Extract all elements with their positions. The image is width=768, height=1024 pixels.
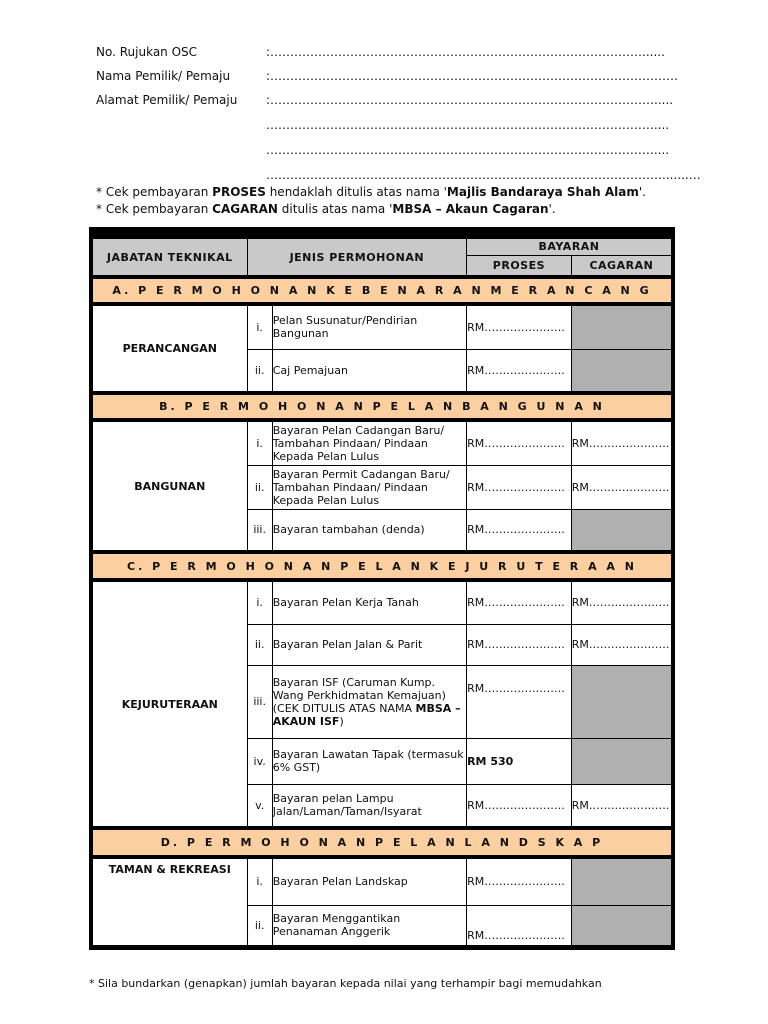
isf-description: Bayaran ISF (Caruman Kump. Wang Perkhidmatan Kemajuan) bbox=[272, 675, 446, 702]
section-b-title: B. P E R M O H O N A N P E L A N B A N G U N A N bbox=[91, 393, 673, 420]
footnote: * Sila bundarkan (genapkan) jumlah bayaran kepada nilai yang terhampir bagi memudahkan bbox=[89, 977, 602, 990]
col-payment-header: BAYARAN bbox=[467, 233, 673, 255]
row-number: ii. bbox=[247, 905, 272, 947]
owner-address-label: Alamat Pemilik/ Pemaju bbox=[96, 93, 238, 107]
row-number: i. bbox=[247, 420, 272, 465]
note-proses-mid: hendaklah ditulis atas nama ' bbox=[265, 185, 447, 199]
dept-bangunan: BANGUNAN bbox=[91, 420, 247, 552]
payment-table bbox=[89, 227, 675, 950]
amount-cagaran-field[interactable]: RM…………………. bbox=[571, 465, 673, 509]
amount-proses-field[interactable]: RM…………………. bbox=[467, 509, 572, 552]
row-description: Bayaran Permit Cadangan Baru/ Tambahan Pindaan/ Pindaan Kepada Pelan Lulus bbox=[272, 465, 466, 509]
note-cagaran-end: '. bbox=[548, 202, 556, 216]
row-number: i. bbox=[247, 857, 272, 905]
osc-reference-label: No. Rujukan OSC bbox=[96, 45, 198, 59]
amount-proses-field[interactable]: RM…………………. bbox=[467, 304, 572, 349]
amount-proses-field[interactable]: RM…………………. bbox=[467, 665, 572, 738]
table-row bbox=[91, 304, 673, 349]
amount-cagaran-disabled bbox=[571, 857, 673, 905]
section-c-heading bbox=[91, 552, 673, 580]
owner-address-line-1: :……………………………………………………………………………………..... bbox=[266, 93, 674, 107]
row-description: Bayaran Pelan Landskap bbox=[272, 857, 466, 905]
isf-close: ) bbox=[339, 714, 344, 728]
section-b-heading bbox=[91, 393, 673, 420]
amount-proses-field[interactable]: RM…………………. bbox=[467, 420, 572, 465]
table-row bbox=[91, 420, 673, 465]
note-proses-end: '. bbox=[638, 185, 646, 199]
note-proses-prefix: * Cek pembayaran bbox=[96, 185, 213, 199]
row-number: iv. bbox=[247, 738, 272, 784]
owner-address-line-2: ……………………………………………………………………….…………….... bbox=[266, 118, 670, 132]
row-description: Caj Pemajuan bbox=[272, 349, 466, 393]
section-d-title: D. P E R M O H O N A N P E L A N L A N D S K A P bbox=[91, 828, 673, 857]
note-proses-cheque bbox=[96, 185, 646, 199]
section-a-title: A. P E R M O H O N A N K E B E N A R A N M E R A N C A N G bbox=[91, 277, 673, 304]
amount-cagaran-field[interactable]: RM…………………. bbox=[571, 420, 673, 465]
amount-cagaran-field[interactable]: RM…………………. bbox=[571, 784, 673, 828]
row-description: Bayaran pelan Lampu Jalan/Laman/Taman/Isyarat bbox=[272, 784, 466, 828]
row-description bbox=[272, 665, 466, 738]
row-number: i. bbox=[247, 304, 272, 349]
note-proses-bold: PROSES bbox=[212, 185, 266, 199]
section-c-title: C. P E R M O H O N A N P E L A N K E J U R U T E R A A N bbox=[91, 552, 673, 580]
table-header-row bbox=[91, 233, 673, 255]
isf-cheque-note: (CEK DITULIS ATAS NAMA bbox=[272, 701, 416, 715]
row-number: iii. bbox=[247, 665, 272, 738]
amount-proses-field[interactable]: RM…………………. bbox=[467, 349, 572, 393]
row-number: ii. bbox=[247, 349, 272, 393]
owner-address-line-3: …………………………………………………………………….……………….... bbox=[266, 143, 670, 157]
amount-cagaran-disabled bbox=[571, 349, 673, 393]
row-number: ii. bbox=[247, 465, 272, 509]
row-description: Pelan Susunatur/Pendirian Bangunan bbox=[272, 304, 466, 349]
owner-address-line-4: ……………………………………………………………………………………….......… bbox=[266, 168, 701, 182]
amount-proses-field[interactable]: RM…………………. bbox=[467, 905, 572, 947]
amount-proses-field[interactable]: RM…………………. bbox=[467, 857, 572, 905]
row-description: Bayaran Pelan Cadangan Baru/ Tambahan Pindaan/ Pindaan Kepada Pelan Lulus bbox=[272, 420, 466, 465]
col-type-header: JENIS PERMOHONAN bbox=[247, 233, 467, 277]
row-number: iii. bbox=[247, 509, 272, 552]
isf-payee: MBSA – AKAUN ISF bbox=[272, 701, 461, 728]
amount-cagaran-field[interactable]: RM…………………. bbox=[571, 624, 673, 665]
amount-cagaran-field[interactable]: RM…………………. bbox=[571, 580, 673, 624]
osc-reference-line: :…………………………………………………………………………………...... bbox=[266, 45, 665, 59]
note-proses-payee: Majlis Bandaraya Shah Alam bbox=[446, 185, 639, 199]
amount-proses-field[interactable]: RM…………………. bbox=[467, 624, 572, 665]
dept-taman-rekreasi: TAMAN & REKREASI bbox=[91, 857, 247, 947]
owner-name-label: Nama Pemilik/ Pemaju bbox=[96, 69, 231, 83]
amount-proses-field[interactable]: RM…………………. bbox=[467, 465, 572, 509]
owner-name-line: :………………………………………………………………………………………… bbox=[266, 69, 679, 83]
amount-cagaran-disabled bbox=[571, 509, 673, 552]
section-d-heading bbox=[91, 828, 673, 857]
amount-proses-field[interactable]: RM…………………. bbox=[467, 784, 572, 828]
note-cagaran-mid: ditulis atas nama ' bbox=[277, 202, 393, 216]
amount-proses-field[interactable]: RM…………………. bbox=[467, 580, 572, 624]
amount-cagaran-disabled bbox=[571, 738, 673, 784]
dept-perancangan: PERANCANGAN bbox=[91, 304, 247, 393]
row-number: v. bbox=[247, 784, 272, 828]
table-row bbox=[91, 580, 673, 624]
row-number: ii. bbox=[247, 624, 272, 665]
row-description: Bayaran Pelan Jalan & Parit bbox=[272, 624, 466, 665]
note-cagaran-cheque bbox=[96, 202, 556, 216]
amount-cagaran-disabled bbox=[571, 665, 673, 738]
col-dept-header: JABATAN TEKNIKAL bbox=[91, 233, 247, 277]
col-proses-header: PROSES bbox=[467, 255, 572, 277]
col-cagaran-header: CAGARAN bbox=[571, 255, 673, 277]
note-cagaran-bold: CAGARAN bbox=[212, 202, 278, 216]
note-cagaran-payee: MBSA – Akaun Cagaran bbox=[392, 202, 549, 216]
table-row bbox=[91, 857, 673, 905]
dept-kejuruteraan: KEJURUTERAAN bbox=[91, 580, 247, 828]
amount-proses-fixed: RM 530 bbox=[467, 738, 572, 784]
row-description: Bayaran Lawatan Tapak (termasuk 6% GST) bbox=[272, 738, 466, 784]
row-description: Bayaran Menggantikan Penanaman Anggerik bbox=[272, 905, 466, 947]
section-a-heading bbox=[91, 277, 673, 304]
row-number: i. bbox=[247, 580, 272, 624]
row-description: Bayaran tambahan (denda) bbox=[272, 509, 466, 552]
amount-cagaran-disabled bbox=[571, 304, 673, 349]
row-description: Bayaran Pelan Kerja Tanah bbox=[272, 580, 466, 624]
note-cagaran-prefix: * Cek pembayaran bbox=[96, 202, 213, 216]
amount-cagaran-disabled bbox=[571, 905, 673, 947]
